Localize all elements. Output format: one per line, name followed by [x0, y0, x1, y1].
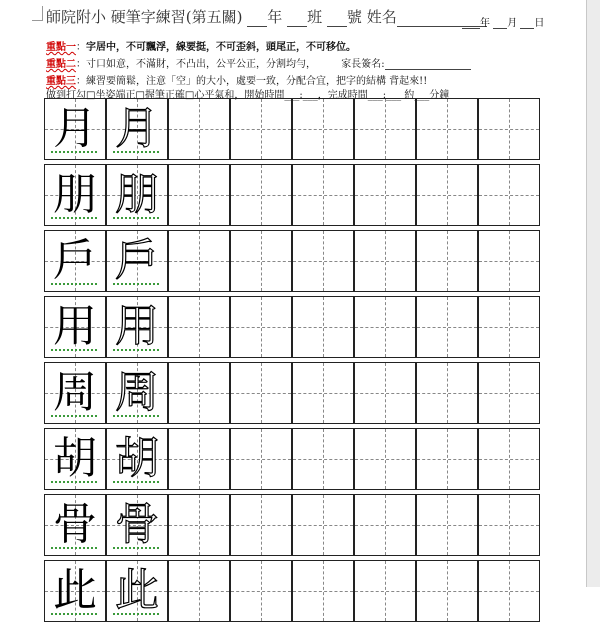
practice-cell [354, 98, 416, 160]
trace-character: 戶 [115, 235, 159, 286]
instruction-2: 重點二：寸口如意，不滿財，不凸出，公平公正，分割均勻， 家長簽名: [46, 55, 471, 70]
practice-cell [416, 164, 478, 226]
practice-cell [106, 98, 168, 160]
practice-cell [168, 164, 230, 226]
trace-character: 胡 [115, 433, 159, 484]
practice-cell [416, 98, 478, 160]
practice-cell [292, 98, 354, 160]
vertical-scrollbar[interactable] [586, 0, 600, 587]
practice-cell [478, 428, 540, 490]
practice-cell [478, 494, 540, 556]
spellcheck-underline [51, 481, 97, 483]
practice-row [44, 296, 558, 358]
practice-cell [354, 296, 416, 358]
trace-character: 此 [115, 565, 159, 616]
practice-cell [106, 494, 168, 556]
practice-cell [106, 428, 168, 490]
grade-label: 年 [267, 8, 283, 26]
spellcheck-underline [51, 349, 97, 351]
practice-cell [354, 428, 416, 490]
practice-cell [230, 560, 292, 622]
practice-cell [292, 296, 354, 358]
practice-cell [354, 164, 416, 226]
practice-cell [44, 296, 106, 358]
practice-cell [44, 98, 106, 160]
instruction-1-key: 重點一 [46, 42, 76, 53]
practice-cell [230, 296, 292, 358]
practice-cell [230, 428, 292, 490]
date-month-label: 月 [507, 18, 518, 29]
spellcheck-underline [113, 283, 159, 285]
practice-cell [168, 230, 230, 292]
spellcheck-underline [51, 415, 97, 417]
practice-cell [230, 494, 292, 556]
practice-cell [292, 164, 354, 226]
parent-signature-blank [385, 59, 471, 70]
instruction-3: 重點三：練習要簡鬆，注意「空」的大小，處要一致，分配合宜，把字的結構 背起來!! [46, 76, 428, 87]
practice-cell [416, 560, 478, 622]
practice-cell [230, 362, 292, 424]
practice-cell [168, 560, 230, 622]
date-year-label: 年 [480, 18, 490, 29]
practice-cell [478, 230, 540, 292]
practice-cell [230, 98, 292, 160]
number-blank [327, 12, 347, 27]
practice-row [44, 362, 558, 424]
practice-row [44, 428, 558, 490]
trace-character: 月 [115, 103, 159, 154]
practice-cell [44, 362, 106, 424]
spellcheck-underline [113, 349, 159, 351]
practice-cell [292, 560, 354, 622]
trace-character: 骨 [115, 499, 159, 550]
date-fields [462, 14, 544, 29]
instruction-3-text: 練習要簡鬆，注意「空」的大小，處要一致，分配合宜，把字的結構 背起來!! [86, 76, 428, 87]
practice-row [44, 230, 558, 292]
practice-cell [168, 494, 230, 556]
practice-row [44, 98, 558, 160]
model-character: 骨 [53, 499, 97, 550]
spellcheck-underline [113, 547, 159, 549]
class-blank [287, 12, 307, 27]
trace-character: 周 [115, 367, 159, 418]
instruction-3-key: 重點三 [46, 76, 76, 87]
practice-cell [354, 230, 416, 292]
practice-cell [106, 164, 168, 226]
practice-cell [106, 230, 168, 292]
trace-character: 用 [115, 301, 159, 352]
practice-cell [230, 164, 292, 226]
practice-cell [416, 362, 478, 424]
spellcheck-underline [113, 151, 159, 153]
practice-cell [354, 362, 416, 424]
spellcheck-underline [51, 283, 97, 285]
page-corner-mark [32, 6, 43, 21]
practice-cell [230, 230, 292, 292]
student-name-label: 姓名 [366, 8, 397, 26]
model-character: 周 [53, 367, 97, 418]
checklist-text: 做到打勾□坐姿端正□握筆正確□心平氣和，開始時間___:___，完成時間___:___ 約___分鐘 [46, 90, 450, 101]
practice-cell [478, 560, 540, 622]
practice-cell [44, 230, 106, 292]
practice-cell [416, 494, 478, 556]
grade-blank [247, 12, 267, 27]
practice-row [44, 164, 558, 226]
model-character: 此 [53, 565, 97, 616]
model-character: 胡 [53, 433, 97, 484]
practice-cell [354, 560, 416, 622]
practice-cell [292, 230, 354, 292]
practice-cell [106, 296, 168, 358]
practice-cell [478, 98, 540, 160]
practice-cell [416, 428, 478, 490]
spellcheck-underline [113, 613, 159, 615]
instruction-1-text: 字居中，不可飄浮，線要挺，不可歪斜，頭尾正，不可移位。 [86, 42, 356, 53]
instruction-2-text: 寸口如意，不滿財，不凸出，公平公正，分割均勻， [86, 59, 316, 70]
instruction-1: 重點一：字居中，不可飄浮，線要挺，不可歪斜，頭尾正，不可移位。 [46, 42, 356, 53]
practice-cell [292, 494, 354, 556]
model-character: 戶 [53, 235, 97, 286]
practice-cell [44, 164, 106, 226]
spellcheck-underline [51, 613, 97, 615]
spellcheck-underline [113, 415, 159, 417]
practice-cell [168, 362, 230, 424]
spellcheck-underline [51, 151, 97, 153]
instruction-2-key: 重點二 [46, 59, 76, 70]
model-character: 朋 [53, 169, 97, 220]
practice-cell [292, 362, 354, 424]
trace-character: 朋 [115, 169, 159, 220]
date-day-label: 日 [534, 18, 545, 29]
practice-cell [168, 428, 230, 490]
practice-cell [168, 296, 230, 358]
practice-cell [44, 560, 106, 622]
worksheet-name: 硬筆字練習(第五關) [110, 8, 243, 26]
practice-cell [416, 296, 478, 358]
practice-cell [354, 494, 416, 556]
practice-cell [106, 560, 168, 622]
parent-signature-label: 家長簽名 [341, 59, 382, 70]
practice-row [44, 494, 558, 556]
spellcheck-underline [113, 481, 159, 483]
practice-cell [44, 428, 106, 490]
practice-row [44, 560, 558, 622]
spellcheck-underline [113, 217, 159, 219]
practice-cell [416, 230, 478, 292]
practice-cell [168, 98, 230, 160]
model-character: 用 [53, 301, 97, 352]
practice-cell [106, 362, 168, 424]
worksheet-title [46, 6, 487, 27]
practice-cell [478, 296, 540, 358]
practice-cell [478, 362, 540, 424]
spellcheck-underline [51, 547, 97, 549]
model-character: 月 [53, 103, 97, 154]
practice-cell [478, 164, 540, 226]
practice-cell [292, 428, 354, 490]
practice-cell [44, 494, 106, 556]
school-name: 師院附小 [46, 8, 107, 26]
class-label: 班 [307, 8, 323, 26]
number-label: 號 [346, 8, 362, 26]
spellcheck-underline [51, 217, 97, 219]
